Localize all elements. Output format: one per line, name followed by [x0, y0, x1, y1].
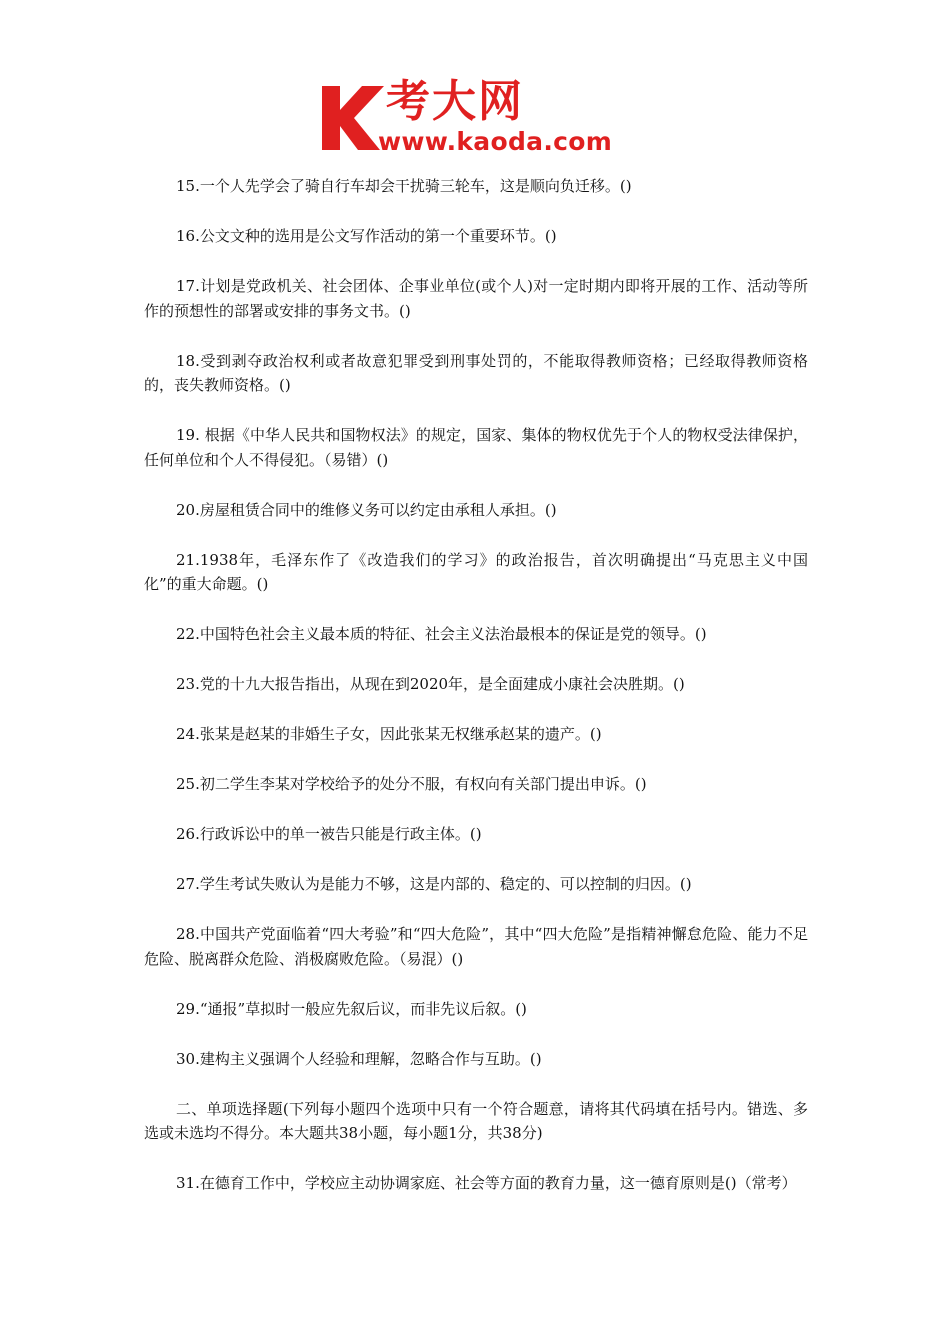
question-17: 17.计划是党政机关、社会团体、企事业单位(或个人)对一定时期内即将开展的工作、活动等所作的预想性的部署或安排的事务文书。(): [144, 277, 808, 320]
kaoda-logo: [318, 76, 638, 162]
question-15: 15.一个人先学会了骑自行车却会干扰骑三轮车，这是顺向负迁移。(): [176, 177, 632, 195]
logo-url: www.kaoda.com: [378, 127, 613, 156]
question-30: 30.建构主义强调个人经验和理解，忽略合作与互助。(): [176, 1049, 542, 1068]
question-21: 21.1938年，毛泽东作了《改造我们的学习》的政治报告，首次明确提出“马克思主义中国化”的重大命题。(): [144, 550, 808, 593]
question-19: 19. 根据《中华人民共和国物权法》的规定，国家、集体的物权优先于个人的物权受法律保护，任何单位和个人不得侵犯。（易错）(): [144, 426, 808, 469]
question-20: 20.房屋租赁合同中的维修义务可以约定由承租人承担。(): [176, 500, 557, 519]
question-28: 28.中国共产党面临着“四大考验”和“四大危险”，其中“四大危险”是指精神懈怠危险、能力不足危险、脱离群众危险、消极腐败危险。（易混）(): [144, 925, 808, 968]
section-heading: 二、单项选择题(下列每小题四个选项中只有一个符合题意，请将其代码填在括号内。错选、多选或未选均不得分。本大题共38小题，每小题1分，共38分): [144, 1099, 808, 1142]
question-24: 24.张某是赵某的非婚生子女，因此张某无权继承赵某的遗产。(): [176, 725, 602, 743]
question-29: 29.“通报”草拟时一般应先叙后议，而非先议后叙。(): [176, 999, 527, 1018]
question-16: 16.公文文种的选用是公文写作活动的第一个重要环节。(): [176, 227, 557, 245]
question-27: 27.学生考试失败认为是能力不够，这是内部的、稳定的、可以控制的归因。(): [176, 875, 692, 893]
question-22: 22.中国特色社会主义最本质的特征、社会主义法治最根本的保证是党的领导。(): [176, 625, 707, 643]
question-23: 23.党的十九大报告指出，从现在到2020年，是全面建成小康社会决胜期。(): [176, 675, 685, 693]
logo-title: 考大网: [386, 76, 524, 127]
document-body: [144, 174, 808, 1221]
question-26: 26.行政诉讼中的单一被告只能是行政主体。(): [176, 825, 482, 843]
question-31: 31.在德育工作中，学校应主动协调家庭、社会等方面的教育力量，这一德育原则是()（常考）: [176, 1174, 797, 1192]
question-18: 18.受到剥夺政治权利或者故意犯罪受到刑事处罚的，不能取得教师资格；已经取得教师资格的，丧失教师资格。(): [144, 351, 808, 394]
question-25: 25.初二学生李某对学校给予的处分不服，有权向有关部门提出申诉。(): [176, 775, 647, 793]
